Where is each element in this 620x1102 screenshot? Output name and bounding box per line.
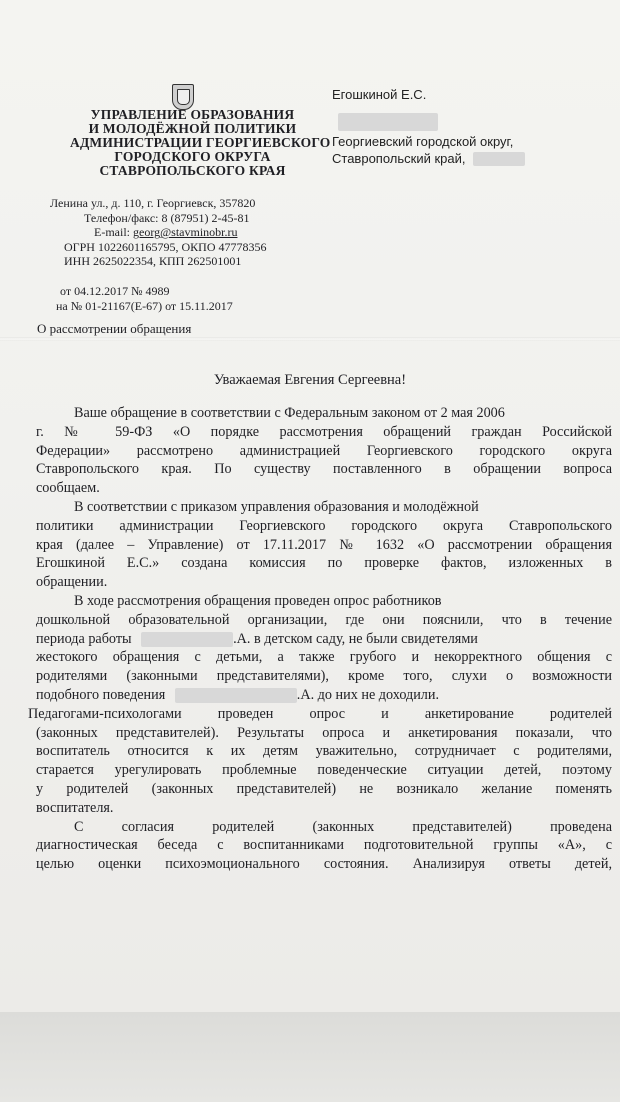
- paper-fold: [0, 337, 620, 341]
- organization-name: [70, 107, 331, 178]
- phone: Телефон/факс: 8 (87951) 2-45-81: [84, 210, 250, 225]
- document-references: [56, 284, 233, 313]
- body-line-with-redaction: [36, 686, 612, 705]
- org-line: ГОРОДСКОГО ОКРУГА: [114, 149, 271, 164]
- email-line: [50, 225, 267, 240]
- email-label: E-mail:: [94, 225, 130, 240]
- body-line: С согласия родителей (законных представителей) проведена: [74, 818, 612, 835]
- body-line: воспитателя.: [36, 799, 114, 816]
- body-line: Ставропольского края. По существу поставленного в обращении вопроса: [36, 461, 612, 478]
- body-fragment: периода работы: [36, 630, 132, 647]
- org-line: И МОЛОДЁЖНОЙ ПОЛИТИКИ: [88, 121, 297, 136]
- ogrn: ОГРН 1022601165795, ОКПО 47778356: [64, 239, 267, 254]
- body-line: края (далее – Управление) от 17.11.2017 № 1632 «О рассмотрении обращения: [36, 536, 612, 553]
- inn: ИНН 2625022354, КПП 262501001: [64, 254, 242, 269]
- outgoing-ref: от 04.12.2017 № 4989: [60, 284, 170, 298]
- letter-subject: О рассмотрении обращения: [37, 321, 192, 336]
- org-line: УПРАВЛЕНИЕ ОБРАЗОВАНИЯ: [90, 107, 295, 122]
- salutation: Уважаемая Евгения Сергеевна!: [213, 372, 407, 388]
- body-fragment: .А. до них не доходили.: [296, 686, 440, 703]
- body-line: г. № 59-ФЗ «О порядке рассмотрения обращений граждан Российской: [36, 423, 612, 440]
- body-line: целью оценки психоэмоционального состояния. Анализируя ответы детей,: [36, 856, 612, 873]
- incoming-ref: на № 01-21167(Е-67) от 15.11.2017: [56, 298, 233, 313]
- body-line: воспитатель относится к их детям уважительно, сотрудничает с родителями,: [36, 743, 612, 760]
- redacted-block: [141, 632, 233, 647]
- recipient-region: Ставропольский край,: [332, 150, 466, 166]
- body-line: (законных представителей). Результаты опроса и анкетирования показали, что: [36, 724, 612, 741]
- redacted-block: [338, 113, 438, 131]
- body-line: у родителей (законных представителей) не возникало желание поменять: [36, 780, 612, 797]
- recipient-name: Егошкиной Е.С.: [332, 87, 427, 102]
- body-line-with-redaction: [36, 630, 612, 649]
- body-line: Ваше обращение в соответствии с Федеральным законом от 2 мая 2006: [74, 405, 505, 421]
- body-line: В ходе рассмотрения обращения проведен опрос работников: [74, 592, 442, 609]
- body-line: сообщаем.: [36, 480, 100, 497]
- body-fragment: .А. в детском саду, не были свидетелями: [233, 630, 478, 647]
- letter-body: [28, 404, 612, 874]
- body-line: родителями (законными представителями), кроме того, слухи о возможности: [36, 668, 612, 685]
- body-line: старается урегулировать проблемные поведенческие ситуации детей, поэтому: [36, 762, 612, 779]
- org-line: СТАВРОПОЛЬСКОГО КРАЯ: [99, 163, 286, 178]
- body-line: диагностическая беседа с воспитанниками подготовительной группы «А», с: [36, 837, 612, 854]
- body-fragment: подобного поведения: [36, 686, 166, 703]
- recipient-block: [332, 86, 525, 167]
- redacted-block: [473, 152, 525, 166]
- background-surface: [0, 1012, 620, 1102]
- recipient-region-line: [332, 150, 525, 167]
- body-line: обращении.: [36, 574, 108, 591]
- body-line: Федерации» рассмотрено администрацией Георгиевского городского округа: [36, 442, 612, 459]
- recipient-district: Георгиевский городской округ,: [332, 133, 514, 149]
- body-line: жестокого обращения с детьми, а также грубого и некорректного общения с: [36, 649, 612, 666]
- body-line: политики администрации Георгиевского городского округа Ставропольского: [36, 517, 612, 534]
- body-line: дошкольной образовательной организации, где они пояснили, что в течение: [36, 611, 612, 628]
- address: Ленина ул., д. 110, г. Георгиевск, 357820: [50, 196, 256, 210]
- email-link[interactable]: georg@stavminobr.ru: [133, 225, 238, 240]
- body-line: Педагогами-психологами проведен опрос и анкетирование родителей: [28, 705, 612, 722]
- org-line: АДМИНИСТРАЦИИ ГЕОРГИЕВСКОГО: [70, 135, 331, 150]
- body-line: Егошкиной Е.С.» создана комиссия по проверке фактов, изложенных в: [36, 555, 612, 572]
- body-line: В соответствии с приказом управления образования и молодёжной: [74, 498, 479, 515]
- redacted-block: [175, 688, 297, 703]
- organization-contacts: [50, 196, 267, 269]
